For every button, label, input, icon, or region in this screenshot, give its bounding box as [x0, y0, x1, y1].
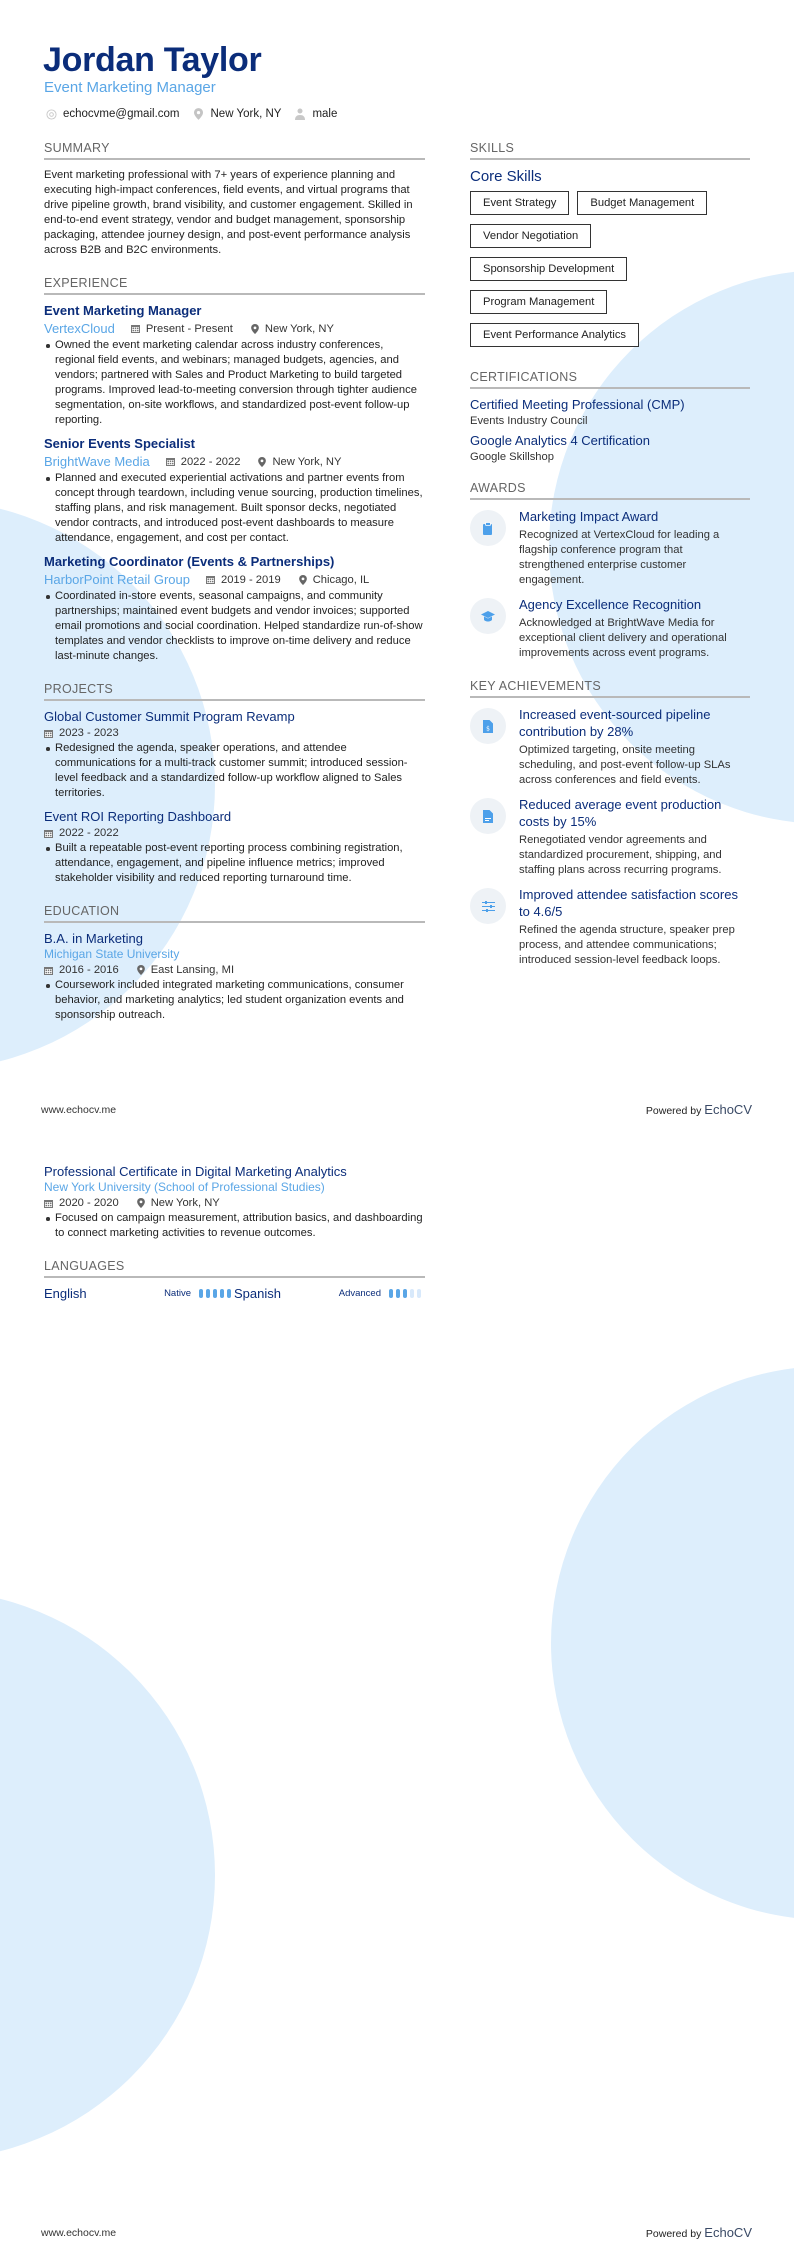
job-location: New York, NY — [264, 322, 334, 335]
achievements-section — [470, 679, 750, 968]
language-level: Native — [164, 1288, 191, 1299]
languages-section — [44, 1259, 425, 1301]
achievement-description: Optimized targeting, onsite meeting scheduling, and post-event follow-up SLAs across conferences and field events. — [519, 744, 731, 786]
location-pin-icon — [193, 108, 205, 120]
skill-tag: Vendor Negotiation — [470, 224, 591, 248]
contact-gender-text: male — [312, 108, 338, 120]
project-title: Global Customer Summit Program Revamp — [44, 709, 295, 724]
location-pin-icon — [299, 575, 307, 585]
certifications-section — [470, 370, 750, 463]
contact-email-text: echocvme@gmail.com — [63, 108, 180, 120]
achievement-title: Increased event-sourced pipeline contribution by 28% — [519, 707, 711, 739]
location-pin-icon — [137, 1198, 145, 1208]
company-name: HarborPoint Retail Group — [44, 572, 190, 587]
left-column-continued — [44, 1164, 425, 1319]
invoice-dollar-icon — [483, 720, 493, 733]
proficiency-meter — [199, 1289, 234, 1298]
section-heading: SKILLS — [470, 141, 750, 160]
document-icon — [483, 810, 493, 823]
award-item — [470, 508, 750, 588]
brand-link[interactable]: EchoCV — [704, 1102, 752, 1117]
education-location: East Lansing, MI — [150, 964, 235, 976]
skill-tag: Budget Management — [577, 191, 707, 215]
achievement-title: Reduced average event production costs by 15% — [519, 797, 722, 829]
project-bullet: Redesigned the agenda, speaker operations, and attendee communications for a multi-track customer summit; introduced session-level feedback and a standardized follow-up workflow aligned to Sales territories. — [44, 741, 425, 801]
company-name: VertexCloud — [44, 321, 115, 336]
experience-section — [44, 276, 425, 664]
summary-section — [44, 141, 425, 258]
job-title: Event Marketing Manager — [44, 303, 202, 318]
calendar-icon — [206, 575, 215, 584]
powered-by-label: Powered by — [645, 1105, 702, 1117]
achievement-item — [470, 796, 750, 878]
job-location: New York, NY — [272, 455, 342, 468]
left-column — [44, 141, 425, 1041]
job-bullet: Owned the event marketing calendar across industry conferences, regional field events, and webinars; managed budgets, agencies, and vendors; partnered with Sales and Product Marketing to build targeted programs. Improved lead-to-meeting conversion through tighter audience segmentation, on-site workflows, and standardized post-event follow-up reporting. — [44, 338, 425, 428]
education-bullet: Focused on campaign measurement, attribution basics, and dashboarding to connect marketing activities to revenue outcomes. — [44, 1211, 425, 1241]
section-heading: CERTIFICATIONS — [470, 370, 750, 389]
section-heading: KEY ACHIEVEMENTS — [470, 679, 750, 698]
section-heading: AWARDS — [470, 481, 750, 500]
candidate-title: Event Marketing Manager — [44, 79, 216, 96]
certification-name: Certified Meeting Professional (CMP) — [470, 397, 685, 412]
at-icon — [45, 108, 57, 120]
skill-tag: Sponsorship Development — [470, 257, 627, 281]
project-item — [44, 709, 425, 801]
award-title: Marketing Impact Award — [519, 509, 659, 524]
section-heading: LANGUAGES — [44, 1259, 425, 1278]
job-title: Marketing Coordinator (Events & Partnerships) — [44, 554, 335, 569]
footer-powered-by — [646, 2225, 752, 2240]
experience-item — [44, 303, 425, 428]
powered-by-label: Powered by — [645, 2228, 702, 2240]
location-pin-icon — [137, 965, 145, 975]
clipboard-icon — [482, 522, 494, 535]
job-bullet: Coordinated in-store events, seasonal campaigns, and community partnerships; maintained event budgets and vendor invoices; supported email promotions and social coordination. Helped standardize run-of-show templates and vendor checklists to improve on-time delivery and reduce last-minute changes. — [44, 589, 425, 664]
brand-link[interactable]: EchoCV — [704, 2225, 752, 2240]
degree: B.A. in Marketing — [44, 931, 143, 946]
footer-powered-by — [646, 1102, 752, 1117]
location-pin-icon — [251, 324, 259, 334]
achievement-item — [470, 886, 750, 968]
achievement-description: Renegotiated vendor agreements and standardized procurement, shipping, and staffing plans across recurring programs. — [519, 834, 722, 876]
section-heading: PROJECTS — [44, 682, 425, 701]
language-item-english — [44, 1286, 234, 1301]
proficiency-meter — [389, 1289, 424, 1298]
footer-website-link[interactable]: www.echocv.me — [41, 2227, 117, 2239]
calendar-icon — [44, 1199, 53, 1208]
skill-tag: Event Strategy — [470, 191, 569, 215]
job-dates: 2022 - 2022 — [180, 455, 241, 468]
award-description: Recognized at VertexCloud for leading a flagship conference program that strengthened enterprise customer engagement. — [519, 529, 720, 586]
contact-email[interactable] — [45, 108, 180, 120]
calendar-icon — [44, 729, 53, 738]
calendar-icon — [131, 324, 140, 333]
skills-section — [470, 141, 750, 356]
skill-tag: Program Management — [470, 290, 607, 314]
project-item — [44, 809, 425, 886]
certification-name: Google Analytics 4 Certification — [470, 433, 650, 448]
job-bullet: Planned and executed experiential activations and partner events from concept through teardown, including venue sourcing, production timelines, staffing plans, and risk management. Built sponsor decks, negotiated vendor contracts, and introduced post-event dashboards to measure attendance, engagement, and cost per contact. — [44, 471, 425, 546]
education-dates: 2016 - 2016 — [59, 964, 119, 976]
experience-item — [44, 436, 425, 546]
achievement-item — [470, 706, 750, 788]
contact-location — [193, 108, 282, 120]
person-icon — [294, 108, 306, 120]
degree: Professional Certificate in Digital Marketing Analytics — [44, 1164, 347, 1179]
education-section — [44, 904, 425, 1023]
education-bullet: Coursework included integrated marketing communications, consumer behavior, and marketing analytics; led student organization events and sponsorship outreach. — [44, 978, 425, 1023]
education-location: New York, NY — [150, 1197, 220, 1209]
location-pin-icon — [258, 457, 266, 467]
certification-org: Events Industry Council — [470, 415, 588, 427]
section-heading: EXPERIENCE — [44, 276, 425, 295]
resume-page-2 — [0, 1123, 794, 2246]
contact-gender — [294, 108, 337, 120]
project-title: Event ROI Reporting Dashboard — [44, 809, 232, 824]
section-heading: EDUCATION — [44, 904, 425, 923]
skills-group-title: Core Skills — [470, 168, 542, 185]
calendar-icon — [166, 457, 175, 466]
projects-section — [44, 682, 425, 886]
svg-text:$: $ — [486, 725, 490, 732]
achievement-description: Refined the agenda structure, speaker prep process, and attendee communications; introduced session-level feedback loops. — [519, 924, 735, 966]
job-dates: Present - Present — [145, 322, 233, 335]
education-dates: 2020 - 2020 — [59, 1197, 119, 1209]
language-level: Advanced — [338, 1288, 381, 1299]
award-description: Acknowledged at BrightWave Media for exceptional client delivery and operational improvements across event programs. — [519, 617, 727, 659]
language-name: English — [44, 1286, 87, 1301]
skill-tag: Event Performance Analytics — [470, 323, 639, 347]
summary-text: Event marketing professional with 7+ years of experience planning and executing high-impact conferences, field events, and virtual programs that drive pipeline growth, brand visibility, and customer engagement. Skilled in end-to-end event strategy, vendor and budget management, sponsorship packaging, attendee journey design, and post-event performance analysis across B2B and B2C environments. — [44, 169, 413, 256]
certification-org: Google Skillshop — [470, 451, 554, 463]
calendar-icon — [44, 966, 53, 975]
education-item — [44, 1164, 425, 1241]
achievement-title: Improved attendee satisfaction scores to 4.6/5 — [519, 887, 738, 919]
experience-item — [44, 554, 425, 664]
job-location: Chicago, IL — [312, 573, 370, 586]
graduation-cap-icon — [481, 611, 495, 622]
section-heading: SUMMARY — [44, 141, 425, 160]
award-title: Agency Excellence Recognition — [519, 597, 702, 612]
job-dates: 2019 - 2019 — [220, 573, 281, 586]
education-item — [44, 931, 425, 1023]
awards-section — [470, 481, 750, 661]
language-name: Spanish — [234, 1286, 281, 1301]
project-dates: 2022 - 2022 — [59, 827, 119, 839]
right-column — [470, 141, 750, 986]
candidate-name: Jordan Taylor — [43, 41, 262, 79]
award-item — [470, 596, 750, 661]
school: New York University (School of Professional Studies) — [44, 1180, 325, 1194]
contact-row — [45, 108, 350, 120]
school: Michigan State University — [44, 947, 180, 961]
job-title: Senior Events Specialist — [44, 436, 196, 451]
company-name: BrightWave Media — [44, 454, 150, 469]
contact-location-text: New York, NY — [210, 108, 282, 120]
footer-website-link[interactable]: www.echocv.me — [41, 1104, 117, 1116]
language-item-spanish — [234, 1286, 424, 1301]
project-dates: 2023 - 2023 — [59, 727, 119, 739]
calendar-icon — [44, 829, 53, 838]
education-section-continued — [44, 1164, 425, 1241]
project-bullet: Built a repeatable post-event reporting process combining registration, attendance, engagement, and pipeline influence metrics; improved stakeholder visibility and reduced reporting turnaround time. — [44, 841, 425, 886]
sliders-icon — [482, 901, 495, 912]
